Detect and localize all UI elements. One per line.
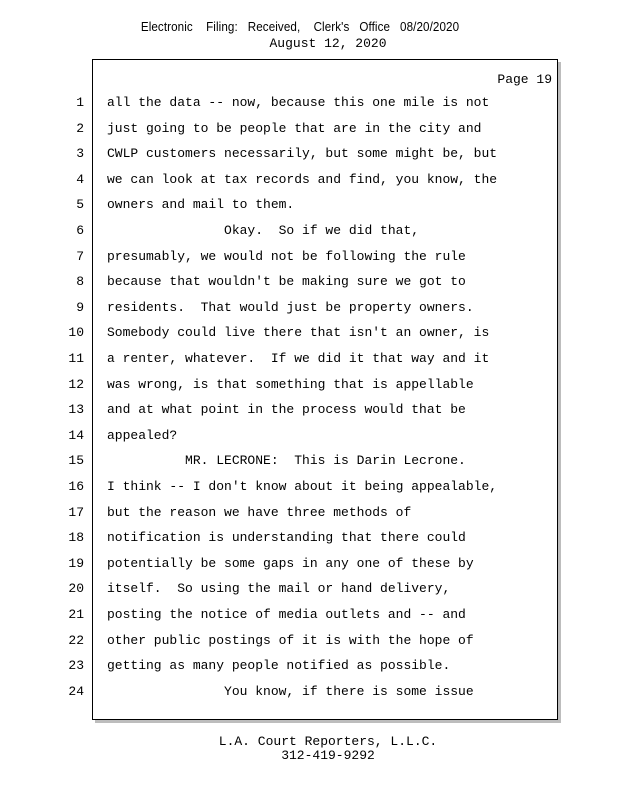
transcript-line-text: a renter, whatever. If we did it that way and it — [107, 351, 490, 366]
line-number: 18 — [68, 530, 84, 545]
line-number: 16 — [68, 479, 84, 494]
reporter-company: L.A. Court Reporters, L.L.C. — [218, 734, 438, 749]
line-number: 5 — [76, 197, 84, 212]
line-number: 1 — [76, 95, 84, 110]
transcript-line-text: Okay. So if we did that, — [107, 223, 420, 238]
transcript-line-text: because that wouldn't be making sure we got to — [107, 274, 466, 289]
line-number: 10 — [68, 325, 84, 340]
line-number: 11 — [68, 351, 84, 366]
transcript-line-text: getting as many people notified as possible. — [107, 658, 451, 673]
line-number: 8 — [76, 274, 84, 289]
line-number: 17 — [68, 505, 84, 520]
transcript-line-text: CWLP customers necessarily, but some might be, but — [107, 146, 498, 161]
line-number: 6 — [76, 223, 84, 238]
transcript-line-text: all the data -- now, because this one mile is not — [107, 95, 490, 110]
line-number: 15 — [68, 453, 84, 468]
transcript-line-text: we can look at tax records and find, you know, the — [107, 172, 498, 187]
line-number: 3 — [76, 146, 84, 161]
reporter-phone: 312-419-9292 — [281, 748, 375, 763]
line-number: 2 — [76, 121, 84, 136]
transcript-line-text: owners and mail to them. — [107, 197, 295, 212]
line-number: 20 — [68, 581, 84, 596]
line-number: 4 — [76, 172, 84, 187]
transcript-line-text: I think -- I don't know about it being appealable, — [107, 479, 498, 494]
transcript-line-text: presumably, we would not be following the rule — [107, 249, 466, 264]
line-number: 12 — [68, 377, 84, 392]
transcript-line-text: posting the notice of media outlets and -- and — [107, 607, 466, 622]
transcript-line-text: appealed? — [107, 428, 178, 443]
transcript-line-text: just going to be people that are in the city and — [107, 121, 482, 136]
line-number: 19 — [68, 556, 84, 571]
line-number: 23 — [68, 658, 84, 673]
transcript-line-text: potentially be some gaps in any one of these by — [107, 556, 474, 571]
line-number: 24 — [68, 684, 84, 699]
transcript-line-text: but the reason we have three methods of — [107, 505, 412, 520]
transcript-line-text: itself. So using the mail or hand delivery, — [107, 581, 451, 596]
transcript-line-text: residents. That would just be property owners. — [107, 300, 474, 315]
line-number: 14 — [68, 428, 84, 443]
document-date: August 12, 2020 — [269, 36, 387, 51]
transcript-line-text: MR. LECRONE: This is Darin Lecrone. — [107, 453, 466, 468]
transcript-line-text: You know, if there is some issue — [107, 684, 474, 699]
transcript-line-text: other public postings of it is with the hope of — [107, 633, 474, 648]
transcript-line-text: and at what point in the process would that be — [107, 402, 466, 417]
line-number: 7 — [76, 249, 84, 264]
line-number: 22 — [68, 633, 84, 648]
page-number: Page 19 — [497, 72, 552, 87]
line-number: 9 — [76, 300, 84, 315]
line-number: 21 — [68, 607, 84, 622]
filing-stamp: Electronic Filing: Received, Clerk's Office 08/20/2020 — [140, 20, 460, 34]
line-number: 13 — [68, 402, 84, 417]
transcript-line-text: Somebody could live there that isn't an owner, is — [107, 325, 490, 340]
transcript-line-text: notification is understanding that there could — [107, 530, 466, 545]
transcript-line-text: was wrong, is that something that is appellable — [107, 377, 474, 392]
